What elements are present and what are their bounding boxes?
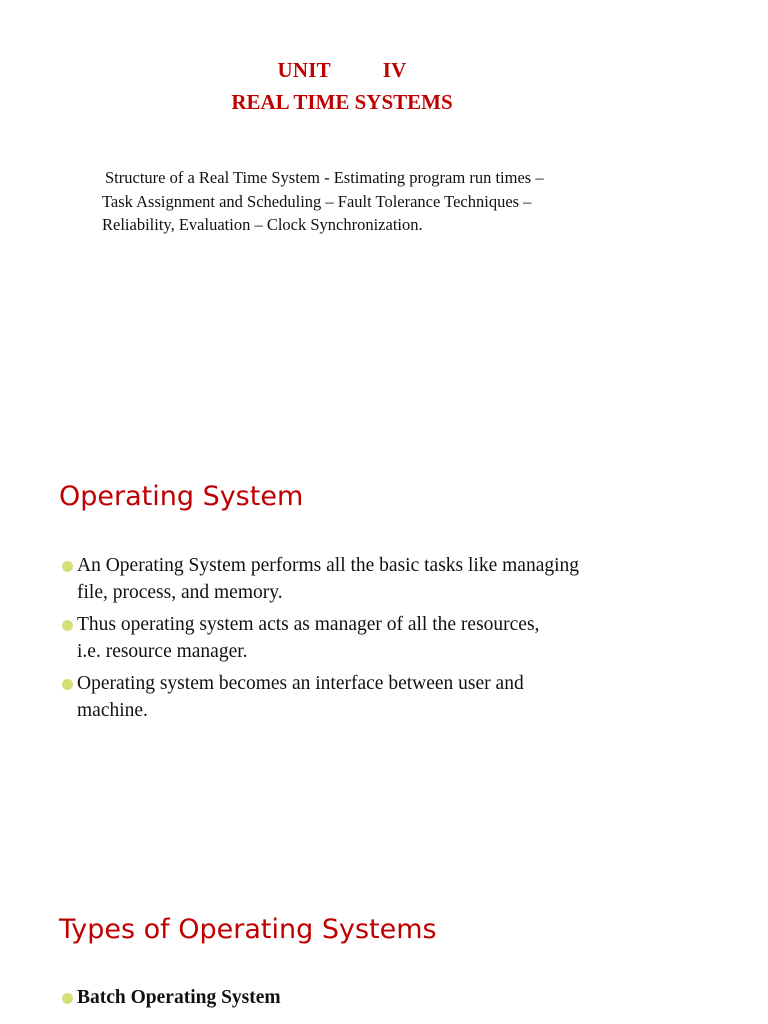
syllabus-line: Task Assignment and Scheduling – Fault Tolerance Techniques – [102,191,532,211]
bullet-dot-icon [62,561,73,572]
unit-label [0,58,684,83]
unit-number: IV [382,58,407,82]
bullet-list [62,984,722,1016]
bullet-text-line: file, process, and memory. [77,582,283,603]
syllabus-text [102,166,682,237]
bullet-text-line: Operating system becomes an interface between user and [77,673,524,694]
bullet-text-line: Thus operating system acts as manager of all the resources, [77,614,540,635]
bullet-dot-icon [62,993,73,1004]
bullet-item [62,984,722,1011]
bullet-dot-icon [62,620,73,631]
slide-heading: Types of Operating Systems [59,914,437,945]
bullet-item [62,611,722,665]
bullet-dot-icon [62,679,73,690]
unit-title: REAL TIME SYSTEMS [231,90,453,114]
bullet-text-line: An Operating System performs all the basic tasks like managing [77,555,580,576]
types-of-os-slide [0,860,768,1024]
operating-system-slide [0,430,768,830]
bullet-text-line: i.e. resource manager. [77,641,248,662]
slide-heading: Operating System [59,481,304,512]
bullet-item [62,552,722,606]
unit-word: UNIT [277,58,331,82]
bullet-item [62,670,722,724]
bullet-text-line: Batch Operating System [77,987,281,1008]
bullet-list [62,552,722,729]
syllabus-line: Reliability, Evaluation – Clock Synchronization. [102,215,423,234]
bullet-text-line: machine. [77,700,148,721]
syllabus-line: Structure of a Real Time System - Estimating program run times – [105,168,544,187]
title-slide [0,0,768,420]
